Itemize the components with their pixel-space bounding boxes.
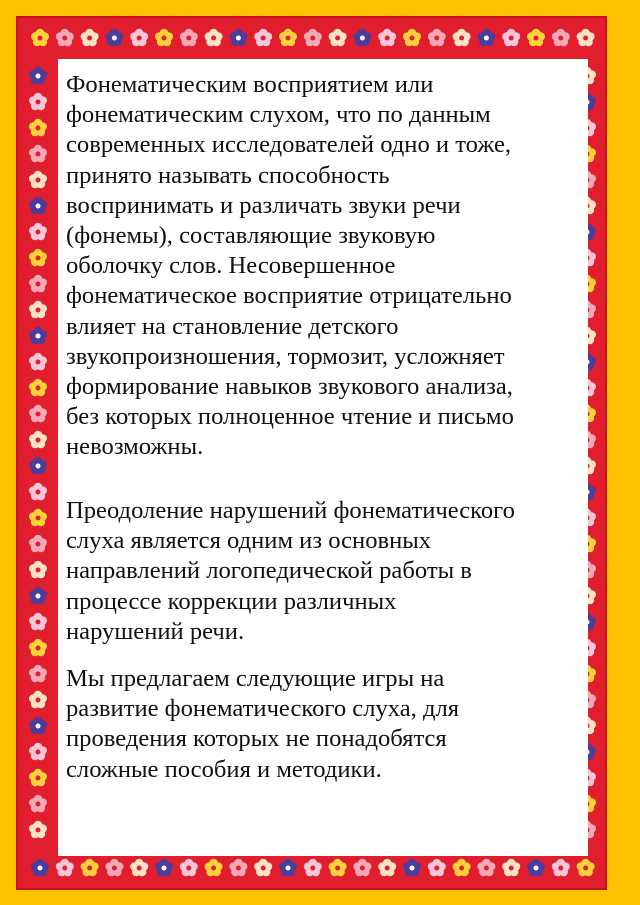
flower-icon (180, 859, 198, 877)
paragraph-correction: Преодоление нарушений фонематического слуха является одним из основных направлений логопедической работы в процессе коррекции различных нарушений речи. (66, 497, 515, 645)
flower-icon (428, 859, 446, 877)
flower-icon (29, 587, 47, 605)
flower-icon (428, 29, 446, 47)
paragraph-definition: Фонематическим восприятием или фонематическим слухом, что по данным современных исследователей одно и тоже, принято называть способность воспринимать и различать звуки речи (фонемы), составляющие звуковую оболочку слов. Несовершенное фонематическое восприятие отрицательно влияет на становление детского звукопроизношения, тормозит, усложняет формирование навыков звукового анализа, без которых полноценное чтение и письмо невозможны. (66, 71, 514, 461)
flower-icon (130, 859, 148, 877)
flower-icon (29, 613, 47, 631)
flower-icon (577, 859, 595, 877)
flower-icon (31, 859, 49, 877)
flower-icon (403, 859, 421, 877)
flower-icon (254, 859, 272, 877)
flower-icon (279, 29, 297, 47)
flower-icon (29, 509, 47, 527)
flower-icon (29, 483, 47, 501)
flower-icon (31, 29, 49, 47)
flower-icon (29, 743, 47, 761)
flower-icon (29, 639, 47, 657)
flower-icon (155, 29, 173, 47)
flower-icon (155, 859, 173, 877)
flower-icon (254, 29, 272, 47)
flower-icon (29, 301, 47, 319)
flower-icon (304, 29, 322, 47)
flower-icon (502, 859, 520, 877)
flower-icon (378, 859, 396, 877)
flower-icon (180, 29, 198, 47)
flower-icon (477, 859, 495, 877)
flower-icon (29, 821, 47, 839)
flower-icon (56, 29, 74, 47)
flower-icon (29, 379, 47, 397)
flower-icon (29, 145, 47, 163)
flower-icon (477, 29, 495, 47)
flower-icon (577, 29, 595, 47)
flower-icon (29, 535, 47, 553)
flower-icon (279, 859, 297, 877)
flower-icon (29, 691, 47, 709)
flower-icon (453, 859, 471, 877)
flower-icon (29, 457, 47, 475)
flower-icon (29, 431, 47, 449)
flower-icon (29, 171, 47, 189)
flower-icon (29, 665, 47, 683)
flower-icon (527, 859, 545, 877)
flower-icon (29, 249, 47, 266)
flower-icon (29, 795, 47, 813)
flower-icon (403, 29, 421, 47)
flower-icon (229, 859, 247, 877)
flower-icon (29, 327, 47, 345)
flower-icon (29, 275, 47, 293)
flower-icon (353, 29, 371, 47)
flower-icon (353, 859, 371, 877)
flower-icon (105, 859, 123, 877)
flower-icon (552, 859, 570, 877)
flower-icon (56, 859, 74, 877)
flower-icon (81, 29, 99, 47)
flower-icon (453, 29, 471, 47)
flower-icon (29, 405, 47, 423)
flower-icon (552, 29, 570, 47)
flower-icon (29, 223, 47, 241)
paragraph-games-intro: Мы предлагаем следующие игры на развитие фонематического слуха, для проведения которых не понадобятся сложные пособия и методики. (66, 665, 460, 783)
flower-icon (304, 859, 322, 877)
flower-icon (29, 197, 47, 215)
flower-icon (29, 769, 47, 787)
flower-icon (329, 859, 347, 877)
flower-icon (105, 29, 123, 47)
flower-icon (29, 561, 47, 579)
flower-icon (29, 93, 47, 111)
flower-icon (29, 67, 47, 85)
flower-icon (205, 29, 223, 47)
flower-icon (378, 29, 396, 47)
flower-icon (329, 29, 347, 47)
flower-icon (527, 29, 545, 47)
flower-icon (130, 29, 148, 47)
flower-icon (29, 353, 47, 371)
flower-icon (29, 119, 47, 137)
flower-icon (502, 29, 520, 47)
flower-icon (81, 859, 99, 877)
flower-icon (29, 717, 47, 735)
flower-icon (205, 859, 223, 877)
flower-icon (229, 29, 247, 47)
